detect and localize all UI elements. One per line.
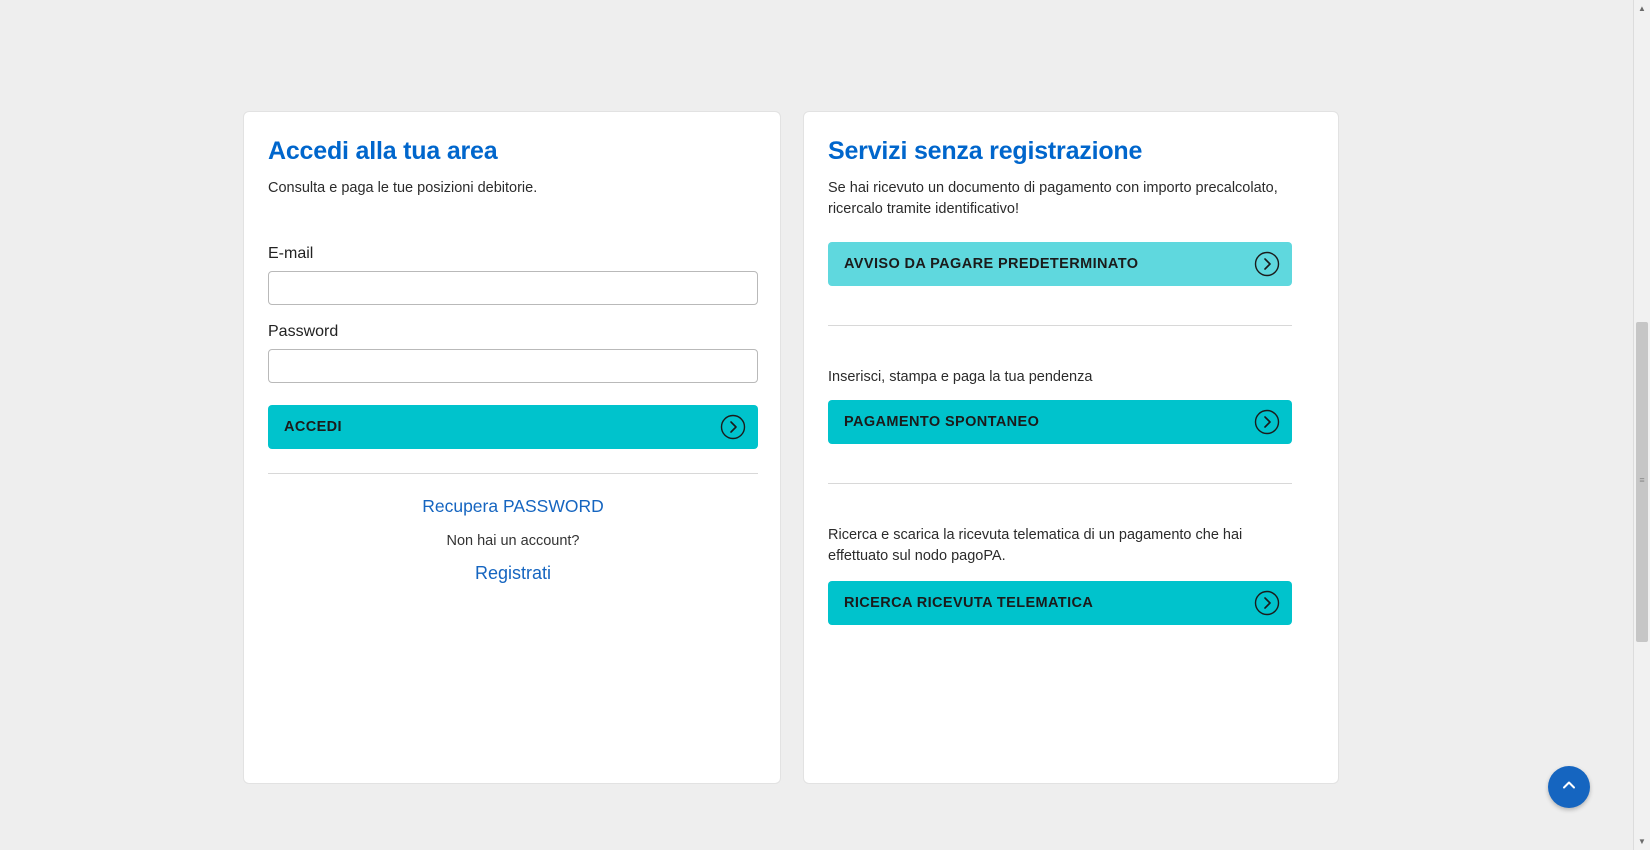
avviso-da-pagare-predeterminato-button[interactable] bbox=[828, 242, 1292, 286]
ricerca-ricevuta-description: Ricerca e scarica la ricevuta telematica di un pagamento che hai effettuato sul nodo pagoPA. bbox=[828, 526, 1243, 564]
login-form bbox=[268, 245, 756, 584]
services-divider-1 bbox=[828, 325, 1292, 326]
email-field[interactable] bbox=[268, 271, 758, 305]
arrow-right-circle-icon bbox=[720, 414, 746, 440]
arrow-right-circle-icon bbox=[1254, 409, 1280, 435]
services-divider-2 bbox=[828, 483, 1292, 484]
email-label: E-mail bbox=[268, 244, 314, 262]
password-label: Password bbox=[268, 322, 339, 340]
pagamento-spontaneo-description: Inserisci, stampa e paga la tua pendenza bbox=[828, 368, 1093, 385]
avviso-da-pagare-predeterminato-label: AVVISO DA PAGARE PREDETERMINATO bbox=[844, 255, 1139, 272]
login-submit-button[interactable] bbox=[268, 405, 758, 449]
service-block-predetermined bbox=[828, 242, 1314, 286]
arrow-right-circle-icon bbox=[1254, 251, 1280, 277]
cards-row bbox=[243, 111, 1339, 784]
services-card bbox=[803, 111, 1339, 784]
ricerca-ricevuta-telematica-button[interactable] bbox=[828, 581, 1292, 625]
scroll-down-arrow-icon[interactable]: ▼ bbox=[1634, 833, 1650, 850]
recover-password-link[interactable]: Recupera PASSWORD bbox=[422, 495, 604, 516]
login-card bbox=[243, 111, 781, 784]
form-spacer bbox=[268, 305, 756, 323]
login-card-subtitle: Consulta e paga le tue posizioni debitorie. bbox=[268, 179, 538, 196]
pagamento-spontaneo-label: PAGAMENTO SPONTANEO bbox=[844, 413, 1040, 430]
vertical-scrollbar[interactable] bbox=[1633, 0, 1650, 850]
login-card-title: Accedi alla tua area bbox=[268, 137, 498, 165]
service-block-receipt bbox=[828, 525, 1314, 625]
no-account-text: Non hai un account? bbox=[446, 532, 580, 549]
back-to-top-button[interactable] bbox=[1548, 766, 1590, 808]
chevron-up-icon bbox=[1559, 775, 1579, 800]
ricerca-ricevuta-telematica-label: RICERCA RICEVUTA TELEMATICA bbox=[844, 594, 1094, 611]
password-field[interactable] bbox=[268, 349, 758, 383]
login-submit-label: ACCEDI bbox=[284, 418, 342, 435]
recover-password-wrap bbox=[268, 496, 758, 517]
register-wrap bbox=[268, 563, 758, 584]
scrollbar-grip-icon: ≡ bbox=[1639, 475, 1645, 485]
scroll-up-arrow-icon[interactable]: ▲ bbox=[1634, 0, 1650, 17]
service-block-spontaneous bbox=[828, 367, 1314, 444]
services-card-subtitle: Se hai ricevuto un documento di pagamento con importo precalcolato, ricercalo tramite identificativo! bbox=[828, 179, 1278, 217]
pagamento-spontaneo-button[interactable] bbox=[828, 400, 1292, 444]
arrow-right-circle-icon bbox=[1254, 590, 1280, 616]
login-divider bbox=[268, 473, 758, 474]
register-link[interactable]: Registrati bbox=[474, 562, 552, 583]
services-card-title: Servizi senza registrazione bbox=[828, 137, 1143, 165]
